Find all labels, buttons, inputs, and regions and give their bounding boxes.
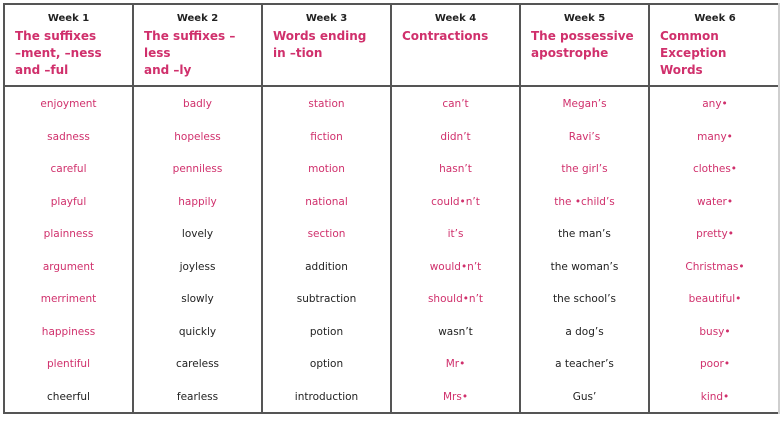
spelling-word: plentiful [5, 356, 132, 389]
spelling-word: didn’t [392, 129, 519, 162]
spelling-word: Megan’s [521, 96, 648, 129]
spelling-word: station [263, 96, 390, 129]
spelling-word: the •child’s [521, 194, 648, 227]
week-label: Week 3 [263, 13, 390, 24]
spelling-word: careless [134, 356, 261, 389]
spelling-word: water• [650, 194, 780, 227]
spelling-word: a teacher’s [521, 356, 648, 389]
spelling-word: enjoyment [5, 96, 132, 129]
spelling-word: Mr• [392, 356, 519, 389]
spelling-word: pretty• [650, 226, 780, 259]
spelling-word: kind• [650, 389, 780, 421]
spelling-word: should•n’t [392, 291, 519, 324]
spelling-word: careful [5, 161, 132, 194]
spelling-word: addition [263, 259, 390, 292]
spelling-word: the girl’s [521, 161, 648, 194]
word-column-week-5 [521, 87, 650, 412]
spelling-word: quickly [134, 324, 261, 357]
spelling-word: hasn’t [392, 161, 519, 194]
spelling-word: Ravi’s [521, 129, 648, 162]
spelling-word: joyless [134, 259, 261, 292]
header-week-4 [392, 5, 521, 85]
spelling-word: happily [134, 194, 261, 227]
column-title: The possessive apostrophe [531, 28, 642, 62]
spelling-word: plainness [5, 226, 132, 259]
spelling-word: it’s [392, 226, 519, 259]
spelling-word: beautiful• [650, 291, 780, 324]
header-week-5 [521, 5, 650, 85]
word-column-week-2 [134, 87, 263, 412]
week-label: Week 6 [650, 13, 780, 24]
column-title: The suffixes –less and –ly [144, 28, 255, 79]
spelling-word: subtraction [263, 291, 390, 324]
spelling-word: introduction [263, 389, 390, 421]
week-label: Week 5 [521, 13, 648, 24]
header-week-6 [650, 5, 780, 85]
spelling-word: cheerful [5, 389, 132, 421]
word-column-week-1 [5, 87, 134, 412]
header-week-1 [5, 5, 134, 85]
header-week-3 [263, 5, 392, 85]
word-column-week-6 [650, 87, 780, 412]
spelling-word: wasn’t [392, 324, 519, 357]
spelling-word: the school’s [521, 291, 648, 324]
column-title: Common Exception Words [660, 28, 774, 79]
spelling-word: could•n’t [392, 194, 519, 227]
spelling-word: fiction [263, 129, 390, 162]
spelling-word: section [263, 226, 390, 259]
spelling-word: the woman’s [521, 259, 648, 292]
spelling-word: Mrs• [392, 389, 519, 421]
week-label: Week 4 [392, 13, 519, 24]
week-label: Week 2 [134, 13, 261, 24]
word-column-week-4 [392, 87, 521, 412]
spelling-word: poor• [650, 356, 780, 389]
spelling-word: a dog’s [521, 324, 648, 357]
spelling-word: would•n’t [392, 259, 519, 292]
word-columns [5, 87, 780, 412]
spelling-word: can’t [392, 96, 519, 129]
spelling-word: happiness [5, 324, 132, 357]
spelling-word: sadness [5, 129, 132, 162]
week-label: Week 1 [5, 13, 132, 24]
spelling-word: fearless [134, 389, 261, 421]
spelling-word: playful [5, 194, 132, 227]
spelling-word: potion [263, 324, 390, 357]
spelling-word: lovely [134, 226, 261, 259]
spelling-word: national [263, 194, 390, 227]
spelling-word: Christmas• [650, 259, 780, 292]
spelling-word: Gus’ [521, 389, 648, 421]
spelling-word: penniless [134, 161, 261, 194]
spelling-word: hopeless [134, 129, 261, 162]
spelling-word: merriment [5, 291, 132, 324]
column-title: Contractions [402, 28, 513, 45]
spelling-word: busy• [650, 324, 780, 357]
spelling-word: badly [134, 96, 261, 129]
spelling-table [3, 3, 780, 414]
spelling-word: motion [263, 161, 390, 194]
spelling-word: any• [650, 96, 780, 129]
spelling-word: the man’s [521, 226, 648, 259]
spelling-word: argument [5, 259, 132, 292]
spelling-word: option [263, 356, 390, 389]
column-title: The suffixes –ment, –ness and –ful [15, 28, 126, 79]
spelling-word: slowly [134, 291, 261, 324]
header-row [5, 5, 780, 87]
word-column-week-3 [263, 87, 392, 412]
spelling-word: many• [650, 129, 780, 162]
column-title: Words ending in –tion [273, 28, 384, 62]
spelling-word: clothes• [650, 161, 780, 194]
header-week-2 [134, 5, 263, 85]
